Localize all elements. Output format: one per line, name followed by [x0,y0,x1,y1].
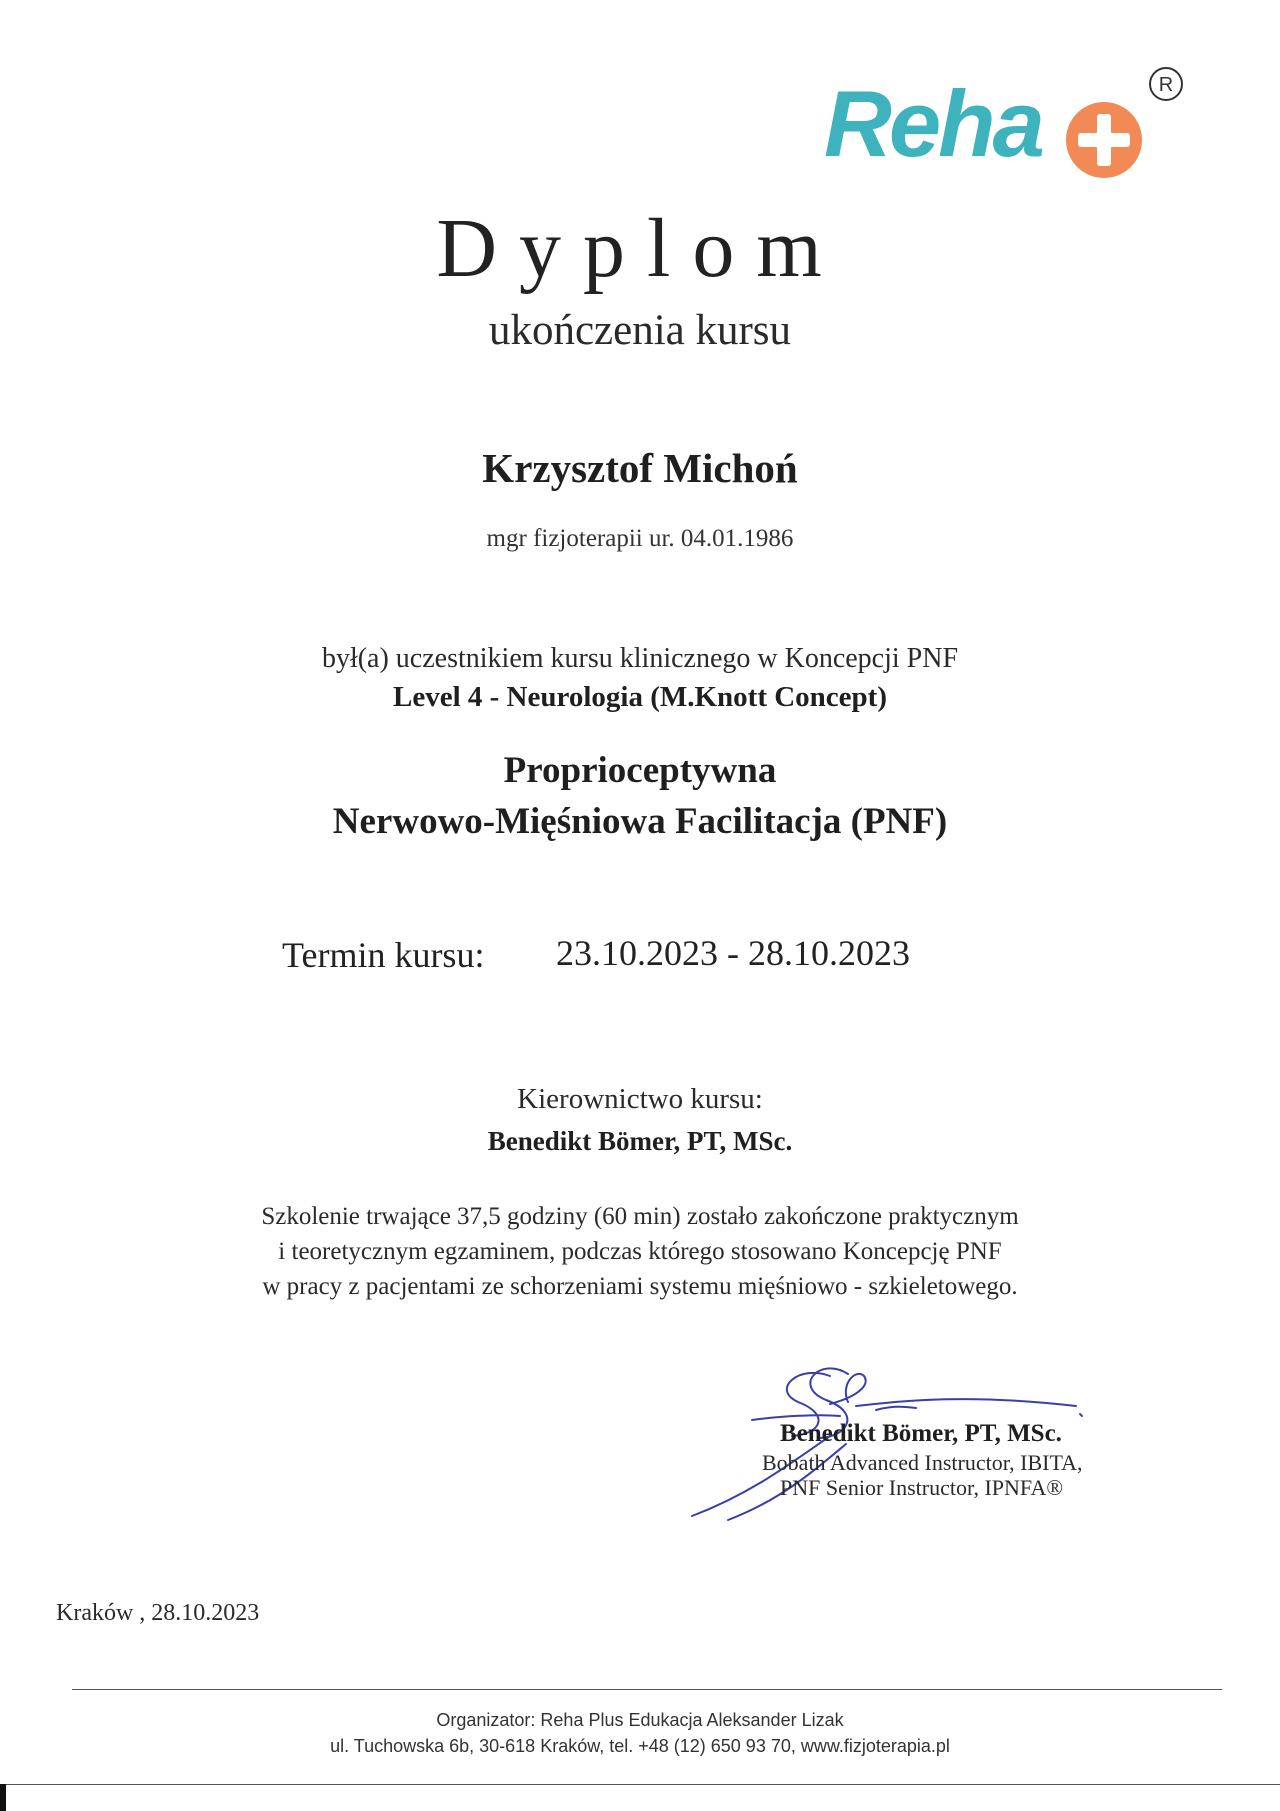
footer-divider [72,1689,1222,1690]
participation-statement: był(a) uczestnikiem kursu klinicznego w Koncepcji PNF [321,643,959,674]
diploma-title: Dyplom [436,202,844,295]
recipient-name: Krzysztof Michoń [482,445,798,491]
organizer-line: Organizator: Reha Plus Edukacja Aleksander Lizak [436,1710,844,1730]
signatory-title1: Bobath Advanced Instructor, IBITA, [762,1450,1083,1475]
place-date: Kraków , 28.10.2023 [56,1600,260,1626]
address-line: ul. Tuchowska 6b, 30-618 Kraków, tel. +48 (12) 650 93 70, www.fizjoterapia.pl [330,1736,950,1756]
description-line2: i teoretycznym egzaminem, podczas którego stosowano Koncepcję PNF [278,1238,1002,1265]
term-dates: 23.10.2023 - 28.10.2023 [556,933,910,973]
logo-text: Reha [824,71,1042,176]
leadership-label: Kierownictwo kursu: [517,1083,763,1115]
course-description [0,1199,1280,1304]
bottom-divider [0,1784,1280,1785]
diploma-subtitle: ukończenia kursu [488,307,792,354]
plus-circle-icon [1064,100,1144,180]
course-name-line1: Proprioceptywna [503,750,777,791]
reha-plus-logo [824,62,1204,192]
term-label: Termin kursu: [282,935,485,975]
signatory-title2: PNF Senior Instructor, IPNFA® [780,1475,1064,1500]
registered-mark-icon [1148,66,1184,102]
leadership-name: Benedikt Bömer, PT, MSc. [487,1126,793,1156]
description-line1: Szkolenie trwające 37,5 godziny (60 min) zostało zakończone praktycznym [261,1203,1019,1230]
description-line3: w pracy z pacjentami ze schorzeniami systemu mięśniowo - szkieletowego. [262,1273,1018,1300]
course-level: Level 4 - Neurologia (M.Knott Concept) [393,681,887,713]
recipient-details: mgr fizjoterapii ur. 04.01.1986 [486,525,794,552]
scan-edge-mark [0,1784,6,1811]
svg-text:R: R [1158,74,1174,96]
course-name-line2: Nerwowo-Mięśniowa Facilitacja (PNF) [332,801,948,842]
signatory-name: Benedikt Bömer, PT, MSc. [780,1420,1062,1447]
